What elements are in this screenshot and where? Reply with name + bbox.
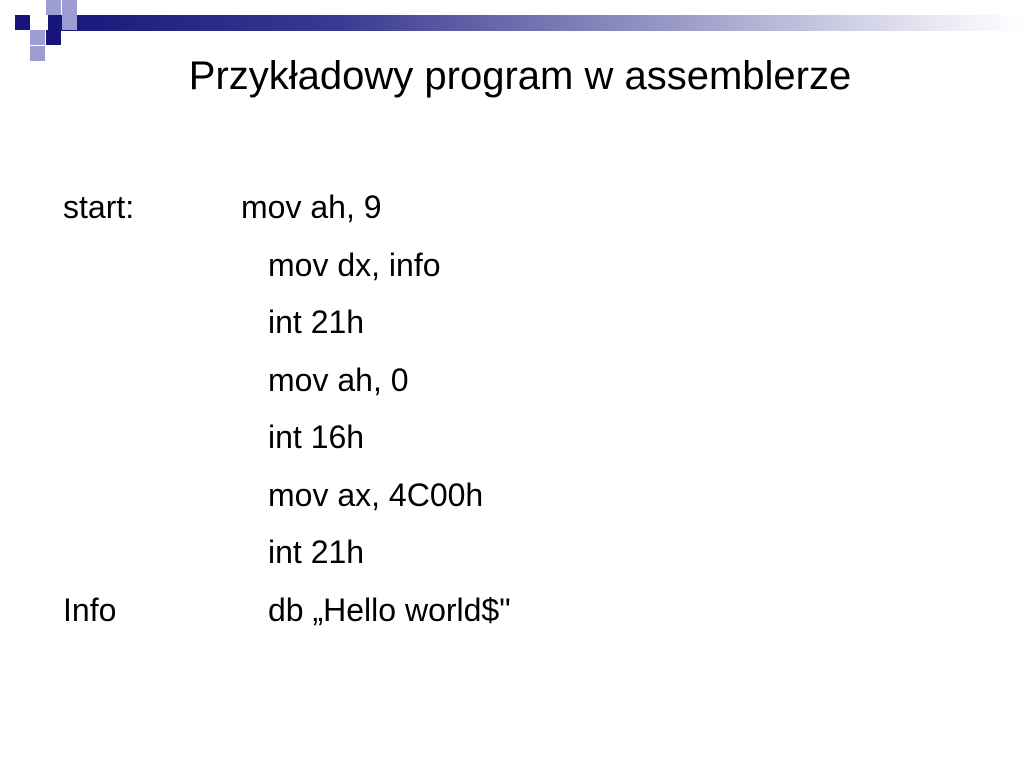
code-instruction: mov dx, info <box>268 246 441 283</box>
header-square-icon <box>30 30 45 45</box>
header-square-icon <box>46 30 61 45</box>
header-square-icon <box>15 15 30 30</box>
code-line <box>63 586 963 644</box>
header-gradient-band <box>48 15 1024 31</box>
code-listing <box>63 183 963 643</box>
header-square-icon <box>62 15 77 30</box>
code-line <box>63 528 963 586</box>
code-label: Info <box>63 591 117 628</box>
code-line <box>63 471 963 529</box>
code-instruction: mov ah, 0 <box>268 361 409 398</box>
header-square-icon <box>62 0 77 15</box>
header-square-icon <box>46 0 61 15</box>
code-instruction: int 21h <box>268 534 365 570</box>
code-label: start: <box>63 189 135 225</box>
code-line <box>63 413 963 471</box>
code-line <box>63 183 963 241</box>
page-title: Przykładowy program w assemblerze <box>188 54 852 98</box>
code-instruction: mov ax, 4C00h <box>268 476 484 513</box>
code-line <box>63 241 963 299</box>
code-instruction: mov ah, 9 <box>241 189 382 225</box>
code-line <box>63 298 963 356</box>
code-instruction: int 16h <box>268 419 365 455</box>
code-line <box>63 356 963 414</box>
code-instruction: int 21h <box>268 304 365 340</box>
code-instruction: db „Hello world$" <box>268 591 511 628</box>
